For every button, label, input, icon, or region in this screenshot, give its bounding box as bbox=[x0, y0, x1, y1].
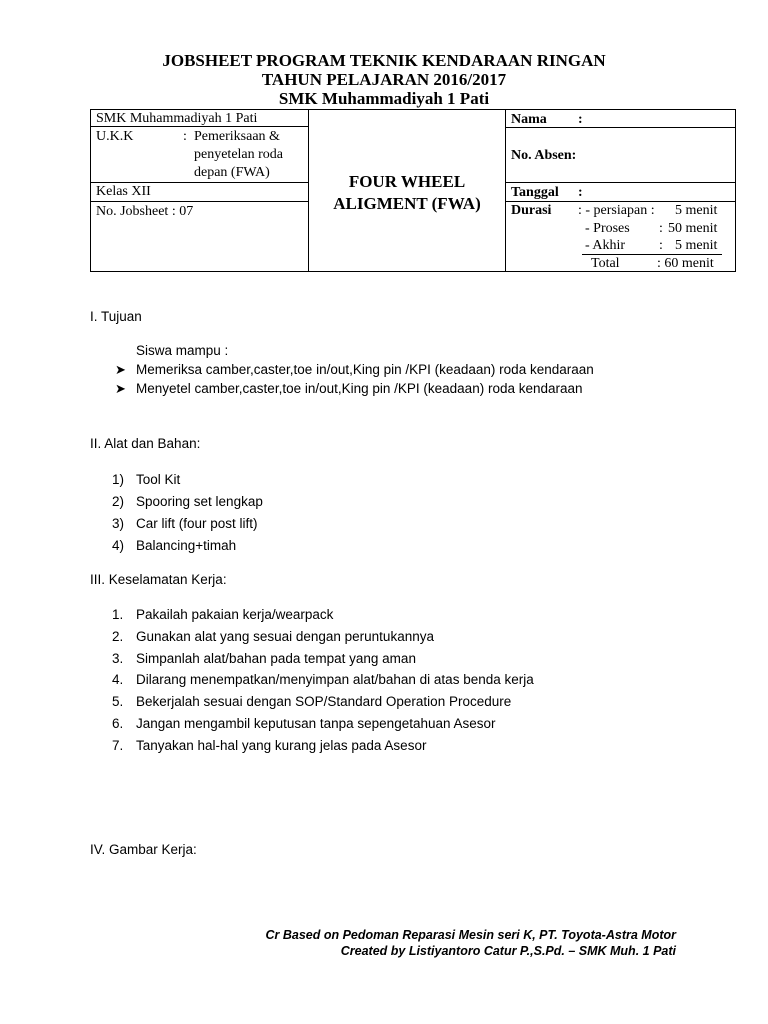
duration-prep-value: 5 menit bbox=[675, 203, 718, 218]
arrow-bullet-icon: ➤ bbox=[115, 362, 126, 377]
tool-item: Balancing+timah bbox=[136, 538, 237, 553]
safety-item: Gunakan alat yang sesuai dengan peruntukannya bbox=[136, 629, 434, 644]
jobsheet-topic-line2: ALIGMENT (FWA) bbox=[333, 194, 481, 213]
list-number: 2. bbox=[112, 629, 124, 644]
goal-item: Menyetel camber,caster,toe in/out,King pin /KPI (keadaan) roda kendaraan bbox=[136, 381, 583, 396]
jobsheet-topic-line1: FOUR WHEEL bbox=[348, 172, 466, 191]
list-number: 7. bbox=[112, 738, 124, 753]
list-number: 2) bbox=[112, 494, 125, 509]
tool-item: Tool Kit bbox=[136, 472, 181, 487]
duration-process-colon: : bbox=[659, 221, 663, 236]
section-goals-heading: I. Tujuan bbox=[90, 309, 142, 324]
tool-item: Spooring set lengkap bbox=[136, 494, 263, 509]
duration-label: Durasi bbox=[511, 203, 552, 218]
list-number: 4) bbox=[112, 538, 125, 553]
arrow-bullet-icon: ➤ bbox=[115, 381, 126, 396]
ukk-label: U.K.K bbox=[96, 129, 134, 144]
section-drawing-heading: IV. Gambar Kerja: bbox=[90, 842, 197, 857]
doc-title-line1: JOBSHEET PROGRAM TEKNIK KENDARAAN RINGAN bbox=[162, 51, 606, 70]
credit-source: Cr Based on Pedoman Reparasi Mesin seri K, PT. Toyota-Astra Motor bbox=[265, 928, 676, 942]
list-number: 1. bbox=[112, 607, 124, 622]
safety-item: Jangan mengambil keputusan tanpa sepengetahuan Asesor bbox=[136, 716, 496, 731]
ukk-value-line1: Pemeriksaan & bbox=[194, 129, 280, 144]
list-number: 3. bbox=[112, 651, 124, 666]
duration-total-value: : 60 menit bbox=[657, 256, 714, 271]
duration-end-colon: : bbox=[659, 238, 663, 253]
ukk-value-line2: penyetelan roda bbox=[194, 147, 284, 162]
list-number: 6. bbox=[112, 716, 124, 731]
duration-process-label: - Proses bbox=[585, 221, 630, 236]
safety-item: Pakailah pakaian kerja/wearpack bbox=[136, 607, 334, 622]
name-colon: : bbox=[578, 112, 583, 127]
class-label: Kelas XII bbox=[96, 184, 151, 199]
date-label: Tanggal bbox=[511, 185, 559, 200]
safety-item: Bekerjalah sesuai dengan SOP/Standard Operation Procedure bbox=[136, 694, 512, 709]
absen-label: No. Absen: bbox=[511, 148, 577, 163]
section-safety-heading: III. Keselamatan Kerja: bbox=[90, 572, 227, 587]
safety-item: Tanyakan hal-hal yang kurang jelas pada Asesor bbox=[136, 738, 427, 753]
safety-item: Simpanlah alat/bahan pada tempat yang aman bbox=[136, 651, 416, 666]
duration-total-label: Total bbox=[591, 256, 620, 271]
duration-prep-label: : - persiapan : bbox=[578, 203, 655, 218]
goal-item: Memeriksa camber,caster,toe in/out,King pin /KPI (keadaan) roda kendaraan bbox=[136, 362, 594, 377]
tool-item: Car lift (four post lift) bbox=[136, 516, 258, 531]
section-tools-heading: II. Alat dan Bahan: bbox=[90, 436, 201, 451]
list-number: 1) bbox=[112, 472, 125, 487]
list-number: 5. bbox=[112, 694, 124, 709]
duration-end-value: 5 menit bbox=[675, 238, 718, 253]
goals-intro: Siswa mampu : bbox=[136, 343, 229, 358]
jobsheet-number: No. Jobsheet : 07 bbox=[96, 204, 194, 219]
school-name: SMK Muhammadiyah 1 Pati bbox=[96, 111, 258, 126]
ukk-colon: : bbox=[183, 129, 187, 144]
credit-author: Created by Listiyantoro Catur P.,S.Pd. – SMK Muh. 1 Pati bbox=[340, 944, 676, 958]
ukk-value-line3: depan (FWA) bbox=[194, 165, 270, 180]
name-label: Nama bbox=[511, 112, 547, 127]
safety-item: Dilarang menempatkan/menyimpan alat/bahan di atas benda kerja bbox=[136, 672, 534, 687]
list-number: 3) bbox=[112, 516, 125, 531]
list-number: 4. bbox=[112, 672, 124, 687]
duration-end-label: - Akhir bbox=[585, 238, 626, 253]
duration-process-value: 50 menit bbox=[668, 221, 718, 236]
doc-title-line3: SMK Muhammadiyah 1 Pati bbox=[278, 89, 490, 108]
doc-title-line2: TAHUN PELAJARAN 2016/2017 bbox=[261, 70, 507, 89]
date-colon: : bbox=[578, 185, 583, 200]
